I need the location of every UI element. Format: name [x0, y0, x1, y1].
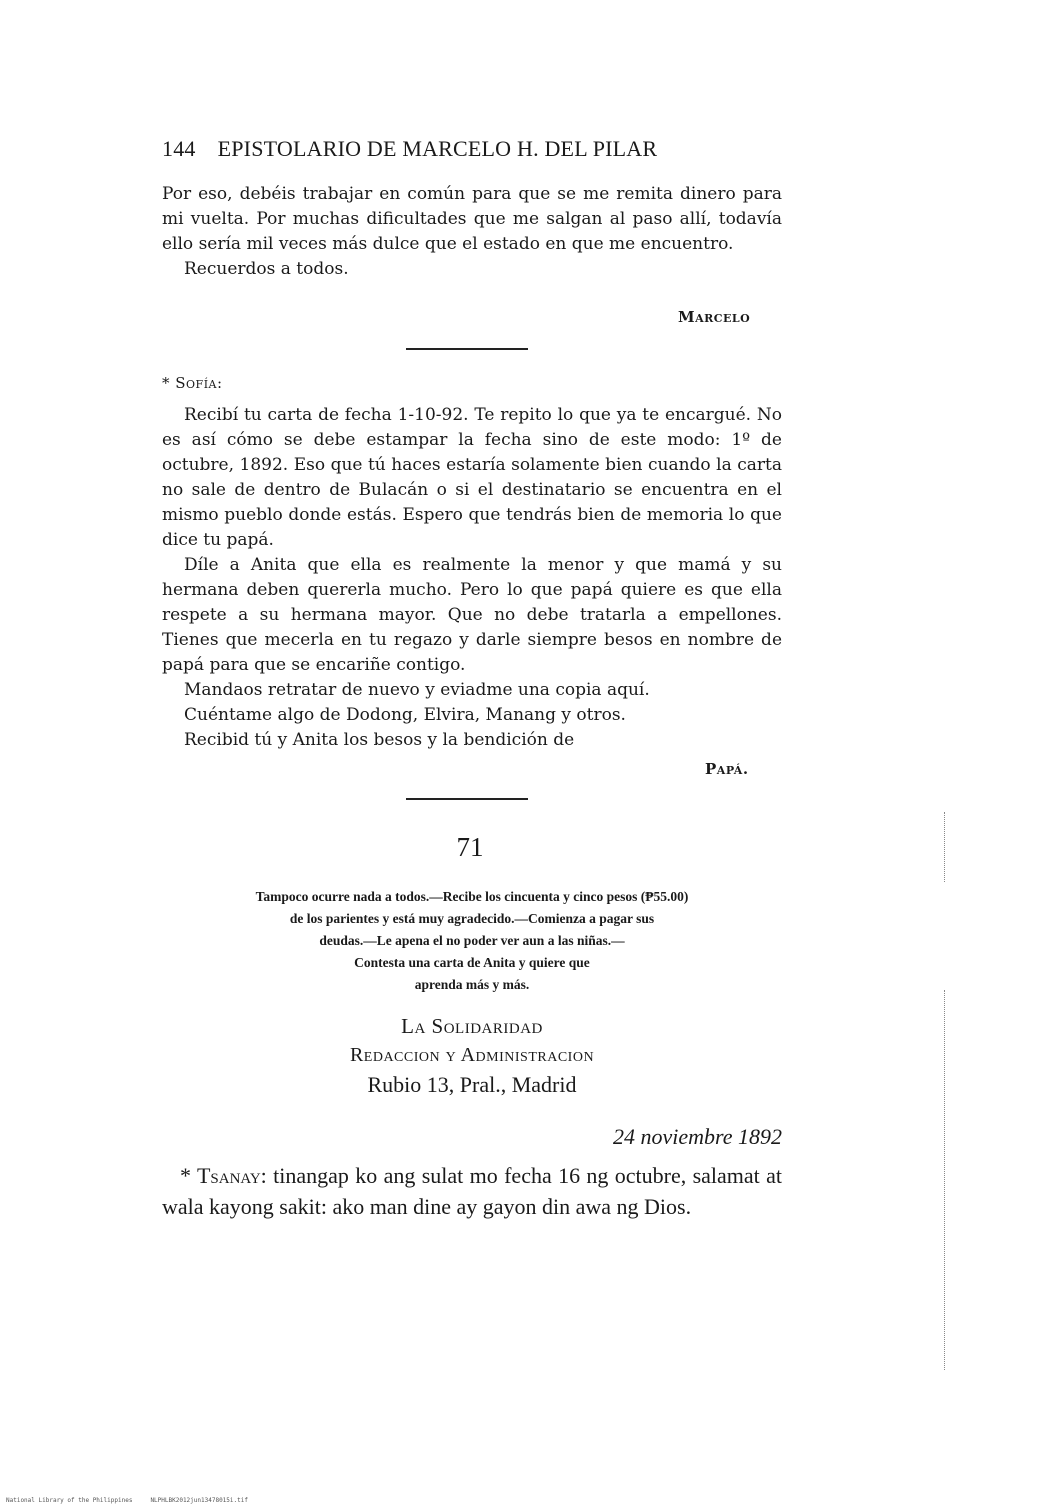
salutation-sofia: * Sofía: — [162, 374, 223, 392]
signature-papa: Papá. — [705, 760, 749, 778]
paragraph: Mandaos retratar de nuevo y eviadme una copia aquí. — [184, 680, 650, 700]
letter-number: 71 — [456, 832, 484, 862]
running-header — [162, 136, 782, 162]
masthead-office: Redaccion y Administracion — [349, 1044, 595, 1066]
section-divider — [406, 348, 528, 350]
previous-letter-closing: Recuerdos a todos. — [184, 259, 349, 279]
tsanay-letter-text: tinangap ko ang sulat mo fecha 16 ng octubre, salamat at wala kayong sakit: ako man dine ay gayon din awa ng Dios. — [162, 1163, 783, 1219]
masthead-name: La Solidaridad — [401, 1014, 543, 1038]
summary-line: Contesta una carta de Anita y quiere que — [354, 955, 590, 970]
sofia-letter-body — [162, 403, 782, 753]
page-number: 144 — [162, 136, 196, 161]
tsanay-letter-opening — [162, 1160, 782, 1222]
letter-summary — [162, 886, 782, 996]
running-title: EPISTOLARIO DE MARCELO H. DEL PILAR — [217, 136, 658, 161]
masthead-address: Rubio 13, Pral., Madrid — [367, 1072, 577, 1097]
previous-letter-text: Por eso, debéis trabajar en común para que se me remita dinero para mi vuelta. Por muchas dificultades que me salgan al paso allí, todavía ello sería mil veces más dulce que el estado en que me encuentro. — [162, 184, 782, 254]
summary-line: Tampoco ocurre nada a todos.—Recibe los cincuenta y cinco pesos (₱55.00) — [255, 889, 689, 904]
paragraph: Recibid tú y Anita los besos y la bendición de — [184, 730, 575, 750]
signature-marcelo: Marcelo — [678, 308, 751, 326]
summary-line: de los parientes y está muy agradecido.—Comienza a pagar sus — [289, 911, 655, 926]
paragraph: Cuéntame algo de Dodong, Elvira, Manang y otros. — [184, 705, 626, 725]
section-divider — [406, 798, 528, 800]
paragraph: Díle a Anita que ella es realmente la menor y que mamá y su hermana deben quererla mucho. Pero lo que papá quiere es que ella respete a su hermana mayor. Que no debe tratarla a empellones. Tienes que mecerla en tu regazo y darle siempre besos en nombre de papá para que se encariñe contigo. — [162, 555, 782, 675]
scan-edge-mark — [944, 812, 946, 882]
scan-edge-mark — [944, 990, 946, 1370]
previous-letter-paragraph — [162, 182, 782, 282]
salutation-tsanay: * Tsanay: — [180, 1163, 267, 1188]
file-id: NLPHLBK2012jun13478015i.tif — [150, 1497, 248, 1504]
summary-line: deudas.—Le apena el no poder ver aun a las niñas.— — [319, 933, 625, 948]
scan-footer — [6, 1497, 266, 1504]
letter-date: 24 noviembre 1892 — [612, 1124, 782, 1149]
summary-line: aprenda más y más. — [414, 977, 530, 992]
paragraph: Recibí tu carta de fecha 1-10-92. Te repito lo que ya te encargué. No es así cómo se debe estampar la fecha sino de este modo: 1º de octubre, 1892. Eso que tú haces estaría solamente bien cuando la carta no sale de dentro de Bulacán o si el destinatario se encuentra en el mismo pueblo donde estás. Espero que tendrás bien de memoria lo que dice tu papá. — [162, 405, 782, 550]
library-name: National Library of the Philippines — [6, 1497, 133, 1504]
